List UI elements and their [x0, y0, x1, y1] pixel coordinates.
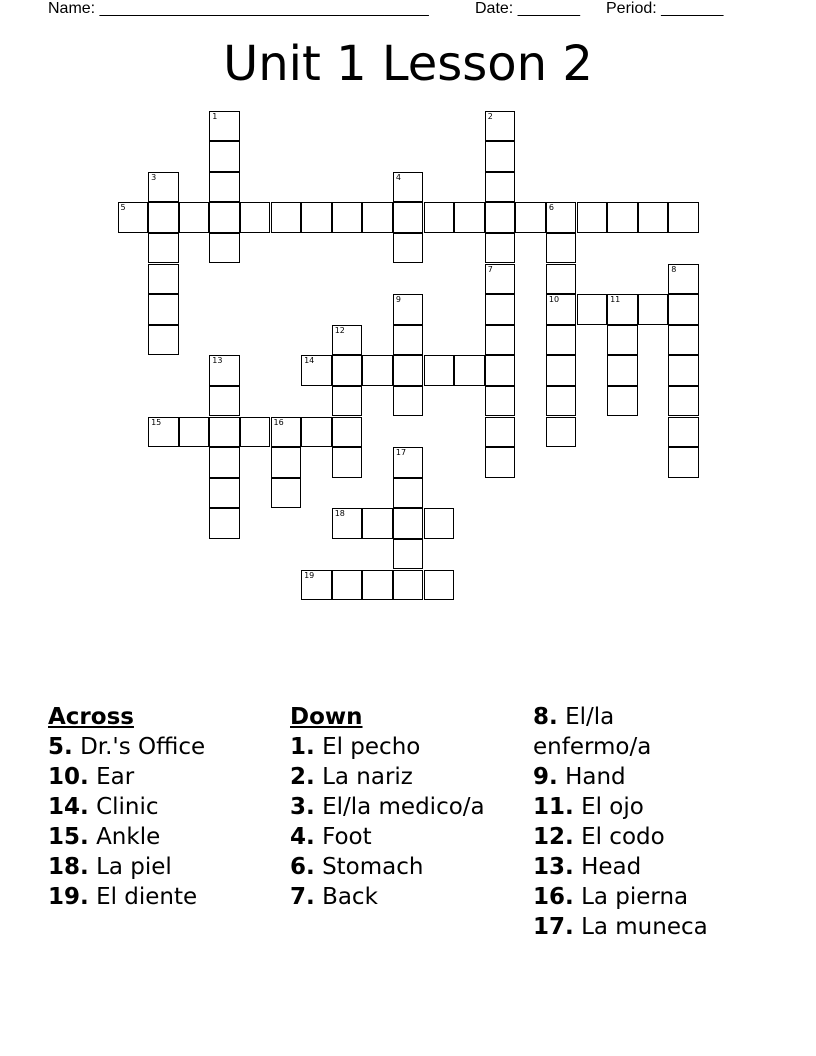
grid-cell[interactable] [546, 264, 577, 295]
clue-number: 14. [48, 794, 89, 820]
grid-cell[interactable] [393, 294, 424, 325]
grid-cell[interactable] [393, 202, 424, 233]
grid-cell[interactable] [362, 355, 393, 386]
clue-number: 8. [533, 704, 558, 730]
grid-cell[interactable] [148, 233, 179, 264]
grid-cell[interactable] [424, 355, 455, 386]
grid-cell[interactable] [393, 233, 424, 264]
grid-cell[interactable] [485, 141, 516, 172]
down-clues-continued [533, 702, 733, 942]
grid-cell[interactable] [546, 202, 577, 233]
clue-text: Stomach [322, 854, 424, 880]
clue-number: 11 [610, 295, 621, 305]
grid-cell[interactable] [332, 325, 363, 356]
grid-cell[interactable] [179, 202, 210, 233]
down-clue [533, 882, 733, 912]
clue-number: 13 [212, 356, 223, 366]
clue-number: 2 [487, 111, 493, 121]
grid-cell[interactable] [148, 264, 179, 295]
clue-number: 4. [290, 824, 315, 850]
grid-cell[interactable] [240, 202, 271, 233]
clue-number: 12. [533, 824, 574, 850]
clue-number: 10. [48, 764, 89, 790]
down-clue [290, 792, 520, 822]
date-field-label: Date: _______ [475, 0, 580, 17]
clue-number: 3 [151, 172, 157, 182]
across-clue [48, 852, 278, 882]
grid-cell[interactable] [332, 447, 363, 478]
clue-text: El/la medico/a [322, 794, 485, 820]
clue-number: 12 [334, 325, 345, 335]
clue-number: 17 [395, 448, 407, 458]
down-clue [290, 822, 520, 852]
clue-number: 16. [533, 884, 574, 910]
grid-cell[interactable] [607, 294, 638, 325]
grid-cell[interactable] [209, 233, 240, 264]
grid-cell[interactable] [209, 172, 240, 203]
across-clue [48, 732, 278, 762]
clue-text: Dr.'s Office [80, 734, 206, 760]
grid-cell[interactable] [209, 111, 240, 142]
clue-number: 9 [395, 295, 401, 305]
grid-cell[interactable] [362, 570, 393, 601]
clue-number: 11. [533, 794, 574, 820]
down-clues [290, 702, 520, 912]
grid-cell[interactable] [393, 570, 424, 601]
grid-cell[interactable] [607, 386, 638, 417]
grid-cell[interactable] [209, 447, 240, 478]
grid-cell[interactable] [607, 325, 638, 356]
grid-cell[interactable] [209, 386, 240, 417]
grid-cell[interactable] [240, 417, 271, 448]
down-clue [533, 912, 733, 942]
grid-cell[interactable] [393, 508, 424, 539]
grid-cell[interactable] [668, 417, 699, 448]
across-clues [48, 702, 278, 912]
grid-cell[interactable] [393, 172, 424, 203]
grid-cell[interactable] [485, 294, 516, 325]
clue-number: 9. [533, 764, 558, 790]
grid-cell[interactable] [118, 202, 149, 233]
clue-number: 7 [487, 264, 493, 274]
grid-cell[interactable] [485, 202, 516, 233]
grid-cell[interactable] [638, 294, 669, 325]
grid-cell[interactable] [485, 233, 516, 264]
clue-text: Foot [322, 824, 372, 850]
clue-number: 6. [290, 854, 315, 880]
clue-text: El/la enfermo/a [533, 704, 652, 760]
grid-cell[interactable] [485, 264, 516, 295]
grid-cell[interactable] [485, 111, 516, 142]
grid-cell[interactable] [393, 478, 424, 509]
grid-cell[interactable] [668, 325, 699, 356]
clue-number: 15. [48, 824, 89, 850]
grid-cell[interactable] [485, 417, 516, 448]
clue-number: 10 [548, 295, 560, 305]
clue-number: 18. [48, 854, 89, 880]
grid-cell[interactable] [668, 264, 699, 295]
clue-number: 18 [334, 509, 345, 519]
grid-cell[interactable] [424, 508, 455, 539]
grid-cell[interactable] [209, 141, 240, 172]
clue-text: Back [322, 884, 378, 910]
down-clue [533, 762, 733, 792]
grid-cell[interactable] [148, 172, 179, 203]
down-clue [533, 702, 733, 762]
clue-number: 6 [548, 203, 554, 213]
grid-cell[interactable] [668, 355, 699, 386]
across-heading: Across [48, 704, 134, 730]
clue-number: 7. [290, 884, 315, 910]
clue-text: Ear [96, 764, 135, 790]
grid-cell[interactable] [362, 202, 393, 233]
grid-cell[interactable] [332, 508, 363, 539]
grid-cell[interactable] [179, 417, 210, 448]
grid-cell[interactable] [546, 386, 577, 417]
grid-cell[interactable] [332, 355, 363, 386]
clue-text: El codo [581, 824, 665, 850]
down-clue [533, 822, 733, 852]
grid-cell[interactable] [148, 202, 179, 233]
grid-cell[interactable] [271, 202, 302, 233]
grid-cell[interactable] [577, 202, 608, 233]
grid-cell[interactable] [393, 447, 424, 478]
grid-cell[interactable] [271, 478, 302, 509]
clue-text: Ankle [96, 824, 161, 850]
across-clue [48, 792, 278, 822]
grid-cell[interactable] [271, 447, 302, 478]
clue-number: 5. [48, 734, 73, 760]
grid-cell[interactable] [393, 325, 424, 356]
grid-cell[interactable] [515, 202, 546, 233]
grid-cell[interactable] [209, 202, 240, 233]
grid-cell[interactable] [638, 202, 669, 233]
clue-number: 4 [395, 172, 401, 182]
grid-cell[interactable] [393, 539, 424, 570]
grid-cell[interactable] [424, 202, 455, 233]
clue-number: 8 [671, 264, 677, 274]
grid-cell[interactable] [485, 386, 516, 417]
grid-cell[interactable] [209, 417, 240, 448]
grid-cell[interactable] [332, 202, 363, 233]
grid-cell[interactable] [485, 172, 516, 203]
clue-text: El ojo [581, 794, 644, 820]
down-clue [533, 792, 733, 822]
clue-text: Clinic [96, 794, 159, 820]
clue-number: 13. [533, 854, 574, 880]
grid-cell[interactable] [209, 508, 240, 539]
grid-cell[interactable] [393, 355, 424, 386]
across-clue [48, 822, 278, 852]
grid-cell[interactable] [485, 447, 516, 478]
clue-number: 19. [48, 884, 89, 910]
grid-cell[interactable] [209, 478, 240, 509]
clue-number: 19 [304, 570, 315, 580]
across-clue [48, 882, 278, 912]
grid-cell[interactable] [668, 386, 699, 417]
clue-number: 1 [212, 111, 218, 121]
grid-cell[interactable] [485, 355, 516, 386]
grid-cell[interactable] [148, 294, 179, 325]
grid-cell[interactable] [424, 570, 455, 601]
clue-text: La piel [96, 854, 172, 880]
grid-cell[interactable] [668, 447, 699, 478]
grid-cell[interactable] [362, 508, 393, 539]
grid-cell[interactable] [209, 355, 240, 386]
grid-cell[interactable] [271, 417, 302, 448]
down-heading: Down [290, 704, 363, 730]
grid-cell[interactable] [546, 233, 577, 264]
grid-cell[interactable] [148, 325, 179, 356]
grid-cell[interactable] [546, 355, 577, 386]
clue-number: 17. [533, 914, 574, 940]
clue-text: El pecho [322, 734, 421, 760]
clue-number: 15 [151, 417, 162, 427]
period-field-label: Period: _______ [606, 0, 724, 17]
grid-cell[interactable] [607, 202, 638, 233]
grid-cell[interactable] [393, 386, 424, 417]
down-clue [533, 852, 733, 882]
clue-text: La muneca [581, 914, 708, 940]
down-clue [290, 762, 520, 792]
clue-text: El diente [96, 884, 198, 910]
clue-number: 5 [120, 203, 126, 213]
grid-cell[interactable] [668, 202, 699, 233]
grid-cell[interactable] [485, 325, 516, 356]
grid-cell[interactable] [546, 294, 577, 325]
clue-text: La nariz [322, 764, 413, 790]
clue-number: 16 [273, 417, 284, 427]
clue-number: 14 [304, 356, 315, 366]
grid-cell[interactable] [301, 202, 332, 233]
grid-cell[interactable] [668, 294, 699, 325]
down-clue [290, 732, 520, 762]
clue-text: Head [581, 854, 642, 880]
clue-text: Hand [565, 764, 626, 790]
grid-cell[interactable] [546, 325, 577, 356]
grid-cell[interactable] [454, 202, 485, 233]
down-clue [290, 882, 520, 912]
grid-cell[interactable] [577, 294, 608, 325]
grid-cell[interactable] [332, 417, 363, 448]
clue-text: La pierna [581, 884, 689, 910]
grid-cell[interactable] [301, 417, 332, 448]
across-clue [48, 762, 278, 792]
clue-number: 1. [290, 734, 315, 760]
clue-number: 2. [290, 764, 315, 790]
grid-cell[interactable] [332, 386, 363, 417]
clue-number: 3. [290, 794, 315, 820]
page-title: Unit 1 Lesson 2 [223, 36, 593, 92]
grid-cell[interactable] [454, 355, 485, 386]
grid-cell[interactable] [301, 355, 332, 386]
grid-cell[interactable] [607, 355, 638, 386]
grid-cell[interactable] [546, 417, 577, 448]
name-field-label: Name: _____________________________________ [48, 0, 429, 17]
grid-cell[interactable] [301, 570, 332, 601]
down-clue [290, 852, 520, 882]
grid-cell[interactable] [148, 417, 179, 448]
grid-cell[interactable] [332, 570, 363, 601]
